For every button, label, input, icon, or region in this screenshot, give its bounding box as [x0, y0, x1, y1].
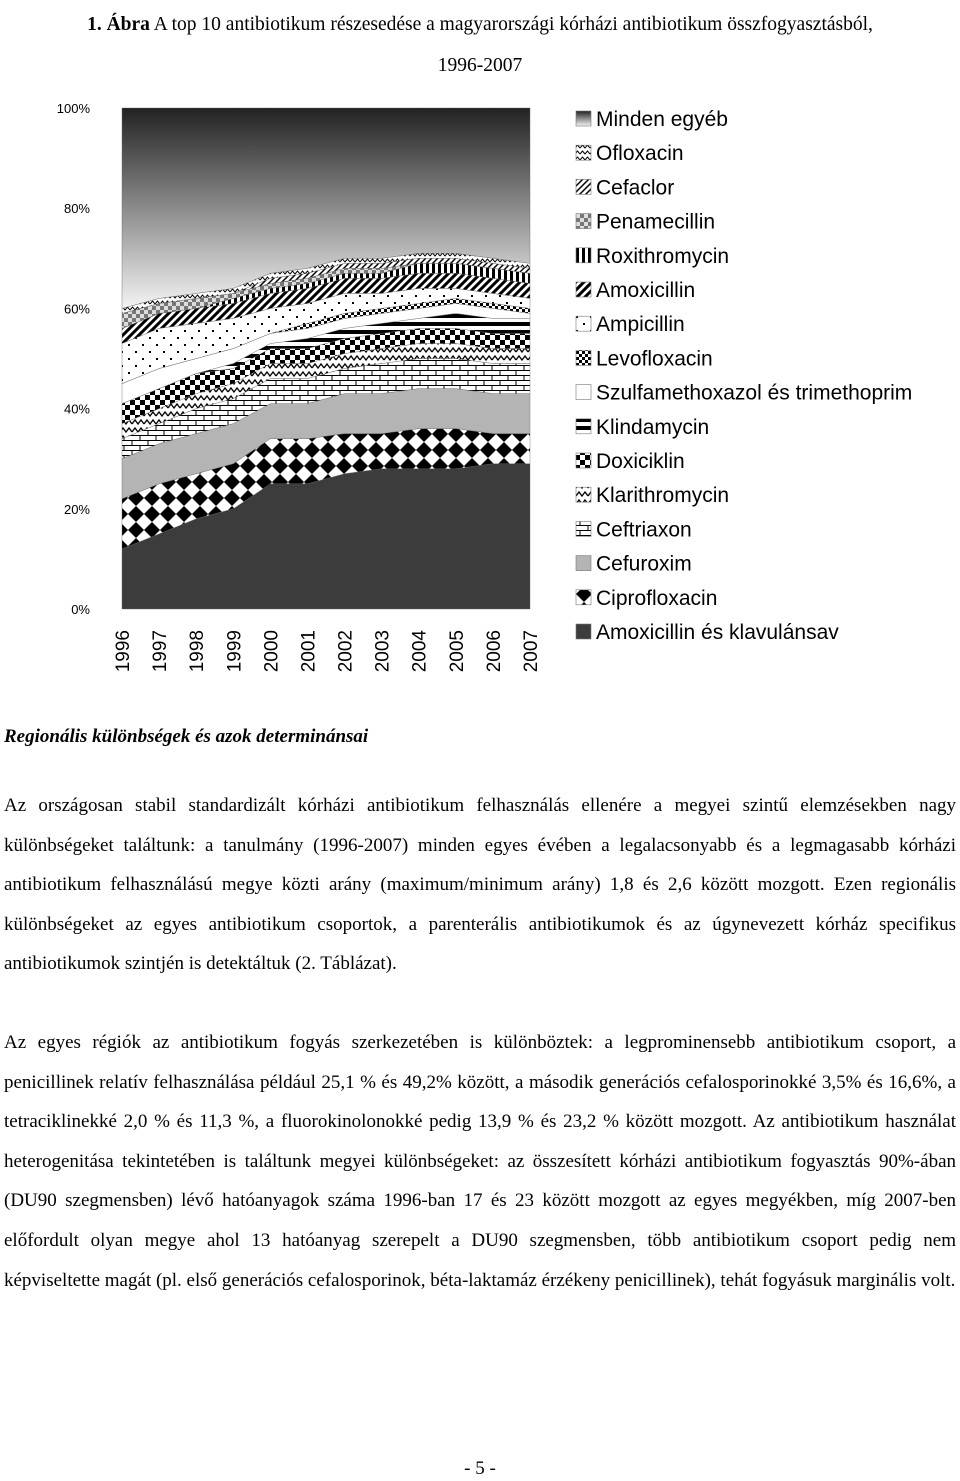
- legend-swatch: [576, 316, 591, 331]
- y-tick-label: 60%: [63, 301, 90, 317]
- chart-axes: [57, 101, 91, 617]
- x-tick-label: 2003: [372, 630, 394, 673]
- legend-label: Cefaclor: [596, 176, 675, 200]
- x-tick-label: 2004: [409, 630, 431, 673]
- stacked-area-chart: [0, 90, 960, 690]
- legend-swatch: [576, 487, 591, 502]
- legend-label: Amoxicillin és klavulánsav: [596, 621, 839, 644]
- legend-swatch: [576, 111, 591, 126]
- legend-label: Penamecillin: [596, 210, 716, 234]
- legend-swatch: [576, 624, 591, 639]
- legend-swatch: [576, 248, 591, 263]
- x-tick-label: 2005: [446, 630, 468, 673]
- legend-label: Levofloxacin: [596, 347, 713, 371]
- legend-swatch: [576, 419, 591, 434]
- y-tick-label: 40%: [63, 401, 90, 417]
- figure-years: 1996-2007: [437, 55, 523, 76]
- y-tick-label: 100%: [56, 101, 90, 116]
- figure-label: 1. Ábra: [87, 14, 150, 35]
- page-number: - 5 -: [464, 1458, 496, 1479]
- legend-label: Doxiciklin: [596, 450, 685, 473]
- legend-label: Ceftriaxon: [596, 518, 692, 542]
- legend-label: Cefuroxim: [596, 552, 692, 576]
- x-axis-labels: [113, 630, 542, 673]
- x-tick-label: 1999: [224, 630, 246, 673]
- legend-label: Ampicillin: [596, 313, 685, 337]
- legend-label: Roxithromycin: [596, 244, 730, 268]
- legend-swatch: [576, 385, 591, 400]
- chart-areas: [122, 108, 530, 609]
- legend-swatch: [576, 214, 591, 229]
- legend-swatch: [576, 590, 591, 605]
- x-tick-label: 1998: [187, 630, 209, 673]
- legend-label: Klarithromycin: [596, 484, 730, 508]
- legend-swatch: [576, 282, 591, 297]
- legend-label: Szulfamethoxazol és trimethoprim: [596, 381, 913, 405]
- legend-swatch: [576, 145, 591, 160]
- y-tick-label: 20%: [63, 501, 90, 517]
- paragraph-1: Az országosan stabil standardizált kórházi antibiotikum felhasználás ellenére a megyei szintű elemzésekben nagy különbségeket találtunk: a tanulmány (1996-2007) minden egyes évében a legalacsonyabb és a legmagasabb kórházi antibiotikum felhasználású megye közti arány (maximum/minimum arány) 1,8 és 2,6 között mozgott. Ezen regionális különbségeket az egyes antibiotikum csoportok, a parenterális antibiotikumok és az úgynevezett kórház specifikus antibiotikumok szintjén is detektáltuk (2. Táblázat).: [4, 795, 956, 975]
- x-tick-label: 1997: [150, 630, 172, 673]
- x-tick-label: 1996: [113, 630, 134, 673]
- x-tick-label: 2006: [483, 630, 505, 673]
- x-tick-label: 2007: [521, 630, 542, 673]
- legend-label: Ciprofloxacin: [596, 586, 718, 610]
- legend-label: Klindamycin: [596, 415, 710, 439]
- x-tick-label: 2002: [335, 630, 357, 673]
- x-tick-label: 2000: [261, 630, 283, 673]
- section-title: Regionális különbségek és azok determinánsai: [4, 726, 369, 747]
- figure-title: A top 10 antibiotikum részesedése a magyarországi kórházi antibiotikum összfogyasztásból,: [153, 14, 873, 35]
- paragraph-2: Az egyes régiók az antibiotikum fogyás szerkezetében is különböztek: a legprominensebb antibiotikum csoport, a penicillinek relatív felhasználása például 25,1 % és 49,2% között, a második generációs cefalosporinokké 3,5% és 16,6%, a tetraciklinekké 2,0 % és 11,3 %, a fluorokinolonokké pedig 13,9 % és 23,2 % között mozgott. Az antibiotikum használat heterogenitása tekintetében is találtunk megyei különbségeket: az összesített kórházi antibiotikum fogyasztás 90%-ában (DU90 szegmensben) lévő hatóanyagok száma 1996-ban 17 és 23 között mozgott az egyes megyékben, míg 2007-ben előfordult olyan megye ahol 13 hatóanyag szerepelt a DU90 szegmensben, több antibiotikum csoport pedig nem képviseltette magát (pl. első generációs cefalosporinok, béta-laktamáz érzékeny penicillinek), tehát fogyásuk marginális volt.: [4, 1032, 956, 1291]
- legend-swatch: [576, 521, 591, 536]
- legend-label: Ofloxacin: [596, 142, 684, 166]
- legend-swatch: [576, 453, 591, 468]
- chart-legend: [576, 108, 912, 644]
- y-tick-label: 80%: [63, 201, 90, 217]
- legend-label: Amoxicillin: [596, 279, 696, 302]
- y-tick-label: 0%: [71, 602, 90, 617]
- figure-caption: [0, 4, 960, 86]
- x-tick-label: 2001: [298, 630, 320, 673]
- legend-label: Minden egyéb: [596, 108, 728, 131]
- legend-swatch: [576, 350, 591, 365]
- legend-swatch: [576, 556, 591, 571]
- legend-swatch: [576, 179, 591, 194]
